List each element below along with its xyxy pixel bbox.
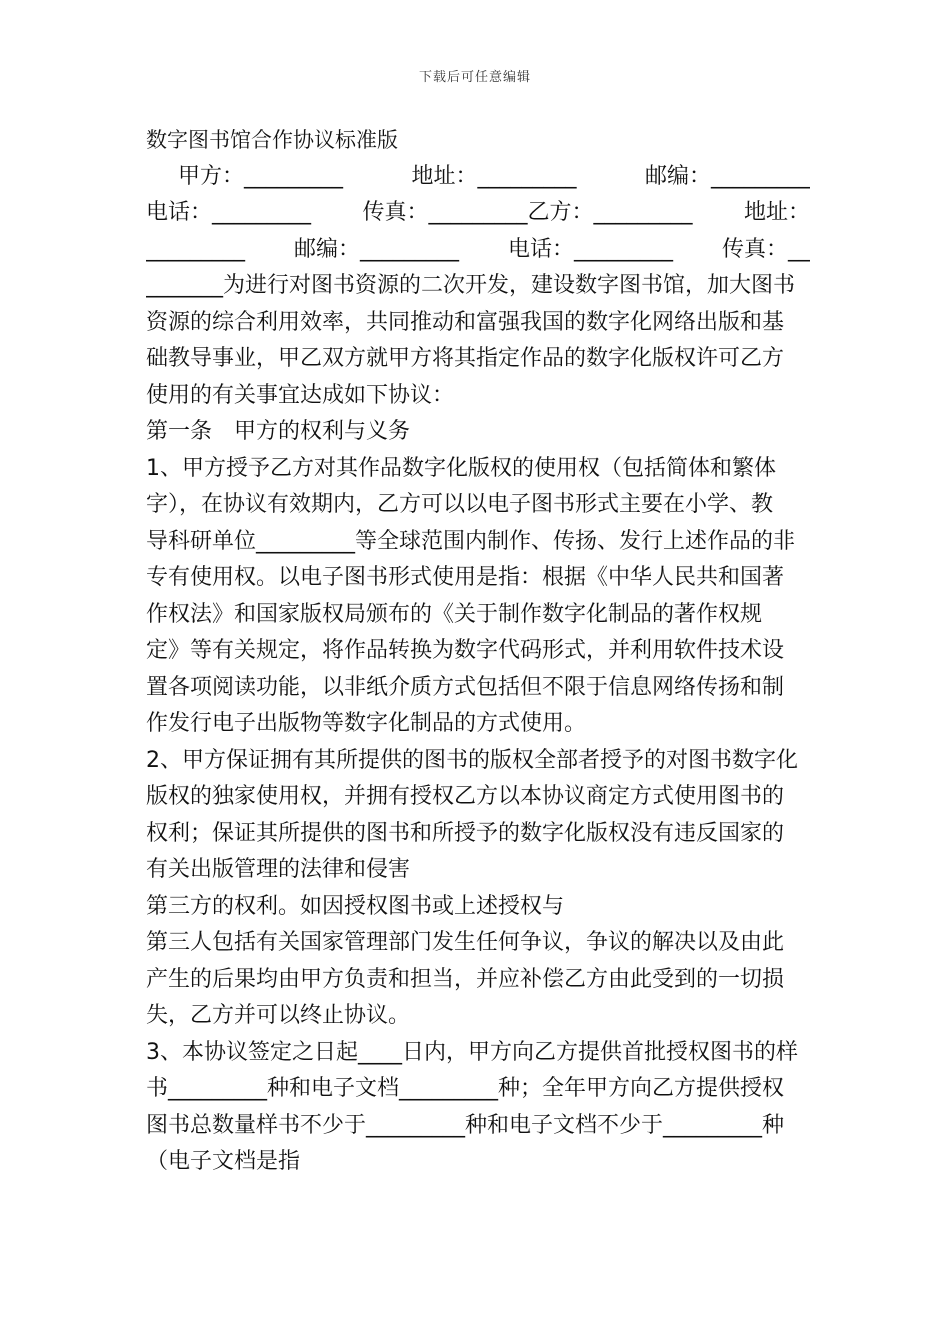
text-line: （电子文档是指 xyxy=(146,1149,301,1174)
party-a-fax-party-b-field: 传真：_________乙方：_________ xyxy=(362,200,693,225)
party-b-phone-field: 电话：_________ xyxy=(507,236,673,262)
text-line: 3、本协议签定之日起____日内，甲方向乙方提供首批授权图书的样 xyxy=(146,1039,798,1065)
party-b-address-blank: _________ xyxy=(146,236,245,262)
party-a-phone-field: 电话：_________ xyxy=(146,200,312,225)
party-b-postcode-field: 邮编：_________ xyxy=(293,236,459,262)
text-line: 专有使用权。以电子图书形式使用是指：根据《中华人民共和国著 xyxy=(146,565,785,590)
clause-3 xyxy=(146,1035,810,1181)
clause-1 xyxy=(146,451,810,743)
party-a-name-field: 甲方：_________ xyxy=(178,163,344,189)
text-line: 定》等有关规定，将作品转换为数字代码形式，并利用软件技术设 xyxy=(146,638,785,663)
parties-line-3 xyxy=(146,232,810,269)
party-a-address-field: 地址：_________ xyxy=(411,163,577,189)
text-line: 使用的有关事宜达成如下协议： xyxy=(146,382,455,408)
clause-2 xyxy=(146,743,810,1035)
text-line: 书_________种和电子文档_________种；全年甲方向乙方提供授权 xyxy=(146,1076,785,1101)
party-b-address-field: 地址： xyxy=(743,200,810,225)
intro-paragraph xyxy=(146,268,810,414)
text-line: 失，乙方并可以终止协议。 xyxy=(146,1003,411,1028)
parties-line-1 xyxy=(146,159,810,196)
text-line: 作发行电子出版物等数字化制品的方式使用。 xyxy=(146,711,587,736)
party-a-postcode-field: 邮编：_________ xyxy=(644,163,810,189)
article-1-heading: 第一条 甲方的权利与义务 xyxy=(146,419,411,444)
text-line: 导科研单位_________等全球范围内制作、传扬、发行上述作品的非 xyxy=(146,528,796,554)
text-line: _______为进行对图书资源的二次开发，建设数字图书馆，加大图书 xyxy=(146,273,796,298)
text-line: 有关出版管理的法律和侵害 xyxy=(146,857,411,882)
text-line: 版权的独家使用权，并拥有授权乙方以本协议商定方式使用图书的 xyxy=(146,784,785,809)
text-line: 图书总数量样书不少于_________种和电子文档不少于_________种 xyxy=(146,1112,785,1138)
text-line: 置各项阅读功能，以非纸介质方式包括但不限于信息网络传扬和制 xyxy=(146,674,785,700)
text-line: 资源的综合利用效率，共同推动和富强我国的数字化网络出版和基 xyxy=(146,309,785,335)
text-line: 产生的后果均由甲方负责和担当，并应补偿乙方由此受到的一切损 xyxy=(146,966,785,992)
text-line: 第三方的权利。如因授权图书或上述授权与 xyxy=(146,893,565,919)
text-line: 作权法》和国家版权局颁布的《关于制作数字化制品的著作权规 xyxy=(146,601,763,627)
text-line: 第三人包括有关国家管理部门发生任何争议，争议的解决以及由此 xyxy=(146,930,785,955)
text-line: 1、甲方授予乙方对其作品数字化版权的使用权（包括简体和繁体 xyxy=(146,455,776,481)
text-line: 础教导事业，甲乙双方就甲方将其指定作品的数字化版权许可乙方 xyxy=(146,346,785,371)
document-body xyxy=(146,122,810,1181)
header-note: 下载后可任意编辑 xyxy=(418,70,531,85)
text-line: 字），在协议有效期内，乙方可以以电子图书形式主要在小学、教 xyxy=(146,492,774,517)
text-line: 权利；保证其所提供的图书和所授予的数字化版权没有违反国家的 xyxy=(146,820,785,846)
party-b-fax-field: 传真：__ xyxy=(721,236,810,262)
text-line: 2、甲方保证拥有其所提供的图书的版权全部者授予的对图书数字化 xyxy=(146,747,798,773)
parties-line-2 xyxy=(146,195,810,232)
document-title: 数字图书馆合作协议标准版 xyxy=(146,128,398,152)
